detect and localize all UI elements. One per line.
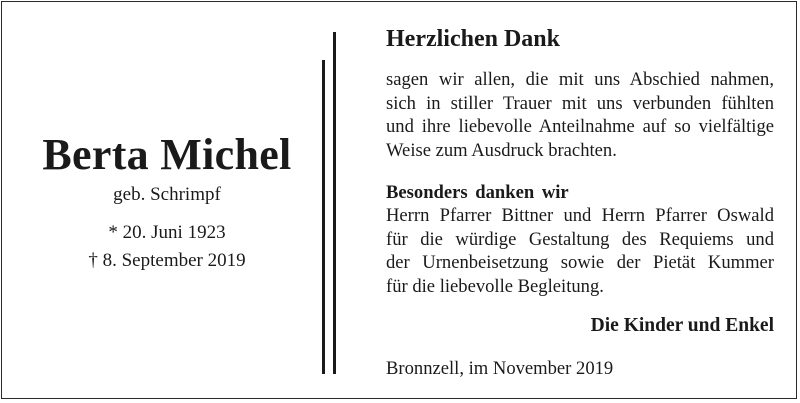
divider-line-short [322, 60, 325, 374]
paragraph-line: sagen wir allen, die mit uns Abschied nahmen, [386, 69, 774, 90]
divider-line-long [333, 32, 336, 374]
death-date: † 8. September 2019 [88, 250, 246, 271]
thanks-line: für die würdige Gestaltung des Requiems und [386, 228, 774, 250]
special-thanks-paragraph [386, 204, 774, 298]
paragraph-line: Weise zum Ausdruck brachten. [386, 139, 617, 161]
signature: Die Kinder und Enkel [590, 315, 774, 336]
message-panel [386, 2, 774, 398]
birth-date: * 20. Juni 1923 [108, 222, 226, 243]
paragraph-line: und ihre liebevolle Anteilnahme auf so vielfältige [386, 116, 774, 137]
maiden-name: geb. Schrimpf [113, 184, 221, 205]
deceased-panel [2, 2, 332, 398]
place-and-date: Bronnzell, im November 2019 [386, 358, 614, 379]
thanks-line: für die liebevolle Begleitung. [386, 275, 604, 297]
thanks-line: der Urnenbeisetzung sowie der Pietät Kummer [386, 252, 774, 273]
deceased-name: Berta Michel [42, 130, 292, 179]
paragraph-line: sich in stiller Trauer mit uns verbunden fühlten [386, 92, 774, 114]
obituary-notice [1, 1, 797, 399]
thanks-paragraph [386, 68, 774, 162]
thanks-line: Herrn Pfarrer Bittner und Herrn Pfarrer Oswald [386, 205, 774, 226]
thanks-heading: Herzlichen Dank [386, 26, 560, 52]
special-thanks-heading: Besonders danken wir [386, 182, 569, 203]
